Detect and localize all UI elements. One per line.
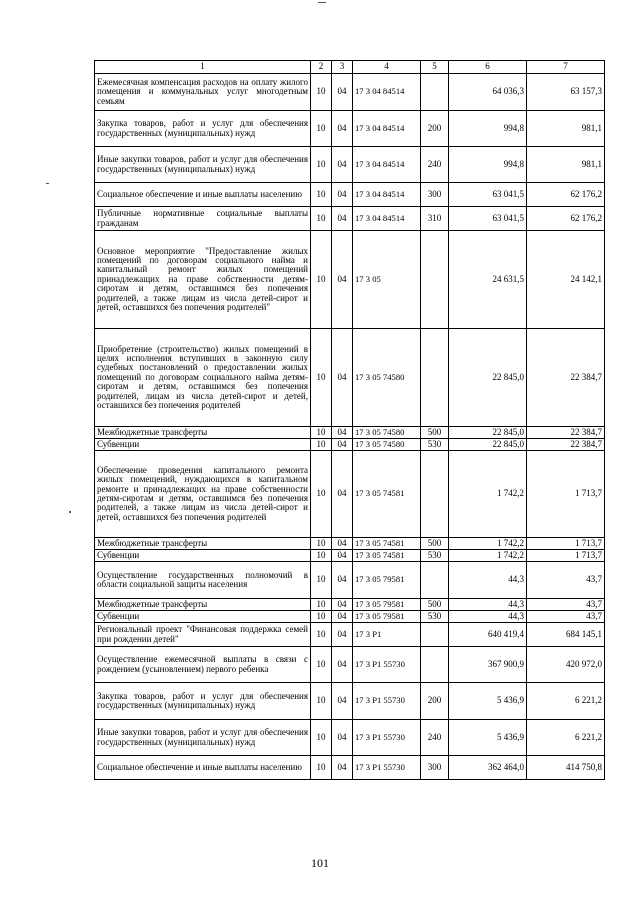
table-row [95,427,605,439]
table-row [95,647,605,683]
amount-year-1: 1 742,2 [449,550,527,562]
expense-type-code: 310 [421,207,449,231]
subsection-code: 04 [332,207,353,231]
amount-year-2: 24 142,1 [527,231,605,329]
target-article-code: 17 3 04 84514 [353,111,421,147]
target-article-code: 17 3 P1 55730 [353,756,421,780]
expense-type-code: 530 [421,611,449,623]
section-code: 10 [311,756,332,780]
target-article-code: 17 3 P1 55730 [353,720,421,756]
row-name: Социальное обеспечение и иные выплаты населению [95,756,311,780]
amount-year-1: 1 742,2 [449,538,527,550]
column-header: 1 [95,61,311,74]
amount-year-2: 22 384,7 [527,427,605,439]
expense-type-code: 300 [421,183,449,207]
row-name: Субвенции [95,611,311,623]
amount-year-1: 994,8 [449,111,527,147]
subsection-code: 04 [332,329,353,427]
subsection-code: 04 [332,611,353,623]
subsection-code: 04 [332,439,353,451]
table-body [95,74,605,780]
table-row [95,147,605,183]
target-article-code: 17 3 05 79581 [353,599,421,611]
amount-year-1: 994,8 [449,147,527,183]
amount-year-2: 6 221,2 [527,720,605,756]
subsection-code: 04 [332,147,353,183]
column-header: 7 [527,61,605,74]
row-name: Иные закупки товаров, работ и услуг для обеспечения государственных (муниципальных) нужд [95,720,311,756]
row-name: Публичные нормативные социальные выплаты гражданам [95,207,311,231]
expense-type-code: 530 [421,550,449,562]
expense-type-code [421,623,449,647]
row-name: Ежемесячная компенсация расходов на оплату жилого помещения и коммунальных услуг многодетным семьям [95,74,311,111]
table-row [95,599,605,611]
column-header: 6 [449,61,527,74]
subsection-code: 04 [332,756,353,780]
expense-type-code [421,231,449,329]
table-row [95,611,605,623]
section-code: 10 [311,562,332,599]
row-name: Закупка товаров, работ и услуг для обеспечения государственных (муниципальных) нужд [95,111,311,147]
target-article-code: 17 3 05 74580 [353,427,421,439]
amount-year-1: 44,3 [449,599,527,611]
table-row [95,756,605,780]
amount-year-1: 24 631,5 [449,231,527,329]
amount-year-2: 22 384,7 [527,329,605,427]
section-code: 10 [311,207,332,231]
section-code: 10 [311,611,332,623]
table-row [95,562,605,599]
target-article-code: 17 3 04 84514 [353,147,421,183]
target-article-code: 17 3 P1 55730 [353,683,421,720]
target-article-code: 17 3 P1 55730 [353,647,421,683]
section-code: 10 [311,74,332,111]
target-article-code: 17 3 05 79581 [353,611,421,623]
subsection-code: 04 [332,550,353,562]
section-code: 10 [311,451,332,538]
target-article-code: 17 3 P1 [353,623,421,647]
expense-type-code: 200 [421,111,449,147]
subsection-code: 04 [332,599,353,611]
subsection-code: 04 [332,451,353,538]
expense-type-code: 300 [421,756,449,780]
amount-year-2: 981,1 [527,147,605,183]
target-article-code: 17 3 05 74581 [353,538,421,550]
subsection-code: 04 [332,538,353,550]
amount-year-2: 63 157,3 [527,74,605,111]
amount-year-1: 44,3 [449,562,527,599]
row-name: Приобретение (строительство) жилых помещений в целях исполнения вступивших в законную силу судебных постановлений о предоставлении жилых помещений по договорам социального найма детям-сиротам и детям, оставшимся без попечения родителей, лицам из числа детей-сирот и детей, оставшихся без попечения родителей [95,329,311,427]
subsection-code: 04 [332,231,353,329]
section-code: 10 [311,538,332,550]
row-name: Межбюджетные трансферты [95,599,311,611]
section-code: 10 [311,720,332,756]
row-name: Региональный проект "Финансовая поддержка семей при рождении детей" [95,623,311,647]
section-code: 10 [311,329,332,427]
subsection-code: 04 [332,623,353,647]
subsection-code: 04 [332,562,353,599]
subsection-code: 04 [332,74,353,111]
budget-table [94,60,605,780]
target-article-code: 17 3 05 79581 [353,562,421,599]
section-code: 10 [311,231,332,329]
expense-type-code: 500 [421,427,449,439]
expense-type-code: 200 [421,683,449,720]
amount-year-1: 22 845,0 [449,329,527,427]
subsection-code: 04 [332,183,353,207]
row-name: Основное мероприятие "Предоставление жилых помещений по договорам социального найма и капитальный ремонт жилых помещений принадлежащих на праве собственности детям-сиротам и детям, оставшимся без попечения родителей, а также лицам из числа детей-сирот и детей, оставшихся без попечения родителей" [95,231,311,329]
column-header: 3 [332,61,353,74]
expense-type-code [421,329,449,427]
column-header: 5 [421,61,449,74]
section-code: 10 [311,683,332,720]
amount-year-1: 22 845,0 [449,439,527,451]
row-name: Субвенции [95,439,311,451]
scan-artifact [318,2,326,3]
amount-year-2: 6 221,2 [527,683,605,720]
section-code: 10 [311,427,332,439]
amount-year-2: 1 713,7 [527,451,605,538]
section-code: 10 [311,439,332,451]
amount-year-2: 684 145,1 [527,623,605,647]
row-name: Межбюджетные трансферты [95,427,311,439]
expense-type-code: 500 [421,599,449,611]
row-name: Социальное обеспечение и иные выплаты населению [95,183,311,207]
amount-year-1: 44,3 [449,611,527,623]
table-header-row [95,61,605,74]
scan-artifact [69,511,71,513]
section-code: 10 [311,111,332,147]
amount-year-1: 22 845,0 [449,427,527,439]
table-row [95,329,605,427]
expense-type-code: 240 [421,720,449,756]
section-code: 10 [311,183,332,207]
expense-type-code [421,74,449,111]
table-row [95,439,605,451]
amount-year-2: 62 176,2 [527,207,605,231]
table-row [95,623,605,647]
table-row [95,74,605,111]
expense-type-code: 500 [421,538,449,550]
row-name: Межбюджетные трансферты [95,538,311,550]
amount-year-1: 362 464,0 [449,756,527,780]
expense-type-code [421,562,449,599]
row-name: Закупка товаров, работ и услуг для обеспечения государственных (муниципальных) нужд [95,683,311,720]
amount-year-2: 62 176,2 [527,183,605,207]
amount-year-2: 981,1 [527,111,605,147]
row-name: Обеспечение проведения капитального ремонта жилых помещений, нуждающихся в капитальном ремонте и принадлежащих на праве собственности детям-сиротам и детям, оставшимся без попечения родителей, а также лицам из числа детей-сирот и детей, оставшихся без попечения родителей [95,451,311,538]
amount-year-2: 1 713,7 [527,538,605,550]
amount-year-2: 43,7 [527,599,605,611]
expense-type-code [421,451,449,538]
amount-year-1: 5 436,9 [449,683,527,720]
section-code: 10 [311,623,332,647]
column-header: 2 [311,61,332,74]
page-number: 101 [311,856,329,870]
amount-year-2: 1 713,7 [527,550,605,562]
subsection-code: 04 [332,720,353,756]
table-row [95,720,605,756]
table-row [95,683,605,720]
table-row [95,550,605,562]
target-article-code: 17 3 04 84514 [353,183,421,207]
target-article-code: 17 3 05 74580 [353,439,421,451]
amount-year-1: 5 436,9 [449,720,527,756]
section-code: 10 [311,147,332,183]
amount-year-2: 414 750,8 [527,756,605,780]
amount-year-1: 367 900,9 [449,647,527,683]
expense-type-code: 530 [421,439,449,451]
section-code: 10 [311,550,332,562]
column-header: 4 [353,61,421,74]
target-article-code: 17 3 05 74581 [353,451,421,538]
target-article-code: 17 3 04 84514 [353,74,421,111]
subsection-code: 04 [332,111,353,147]
amount-year-1: 640 419,4 [449,623,527,647]
table-row [95,451,605,538]
amount-year-1: 63 041,5 [449,183,527,207]
target-article-code: 17 3 05 74580 [353,329,421,427]
amount-year-1: 63 041,5 [449,207,527,231]
amount-year-1: 1 742,2 [449,451,527,538]
subsection-code: 04 [332,427,353,439]
row-name: Субвенции [95,550,311,562]
target-article-code: 17 3 05 74581 [353,550,421,562]
section-code: 10 [311,599,332,611]
amount-year-1: 64 036,3 [449,74,527,111]
section-code: 10 [311,647,332,683]
amount-year-2: 43,7 [527,562,605,599]
scan-artifact [46,183,49,184]
row-name: Иные закупки товаров, работ и услуг для обеспечения государственных (муниципальных) нужд [95,147,311,183]
subsection-code: 04 [332,647,353,683]
amount-year-2: 22 384,7 [527,439,605,451]
amount-year-2: 43,7 [527,611,605,623]
expense-type-code [421,647,449,683]
target-article-code: 17 3 05 [353,231,421,329]
target-article-code: 17 3 04 84514 [353,207,421,231]
table-row [95,207,605,231]
table-row [95,538,605,550]
table-row [95,231,605,329]
table-row [95,183,605,207]
row-name: Осуществление государственных полномочий в области социальной защиты населения [95,562,311,599]
expense-type-code: 240 [421,147,449,183]
amount-year-2: 420 972,0 [527,647,605,683]
subsection-code: 04 [332,683,353,720]
row-name: Осуществление ежемесячной выплаты в связи с рождением (усыновлением) первого ребенка [95,647,311,683]
table-row [95,111,605,147]
